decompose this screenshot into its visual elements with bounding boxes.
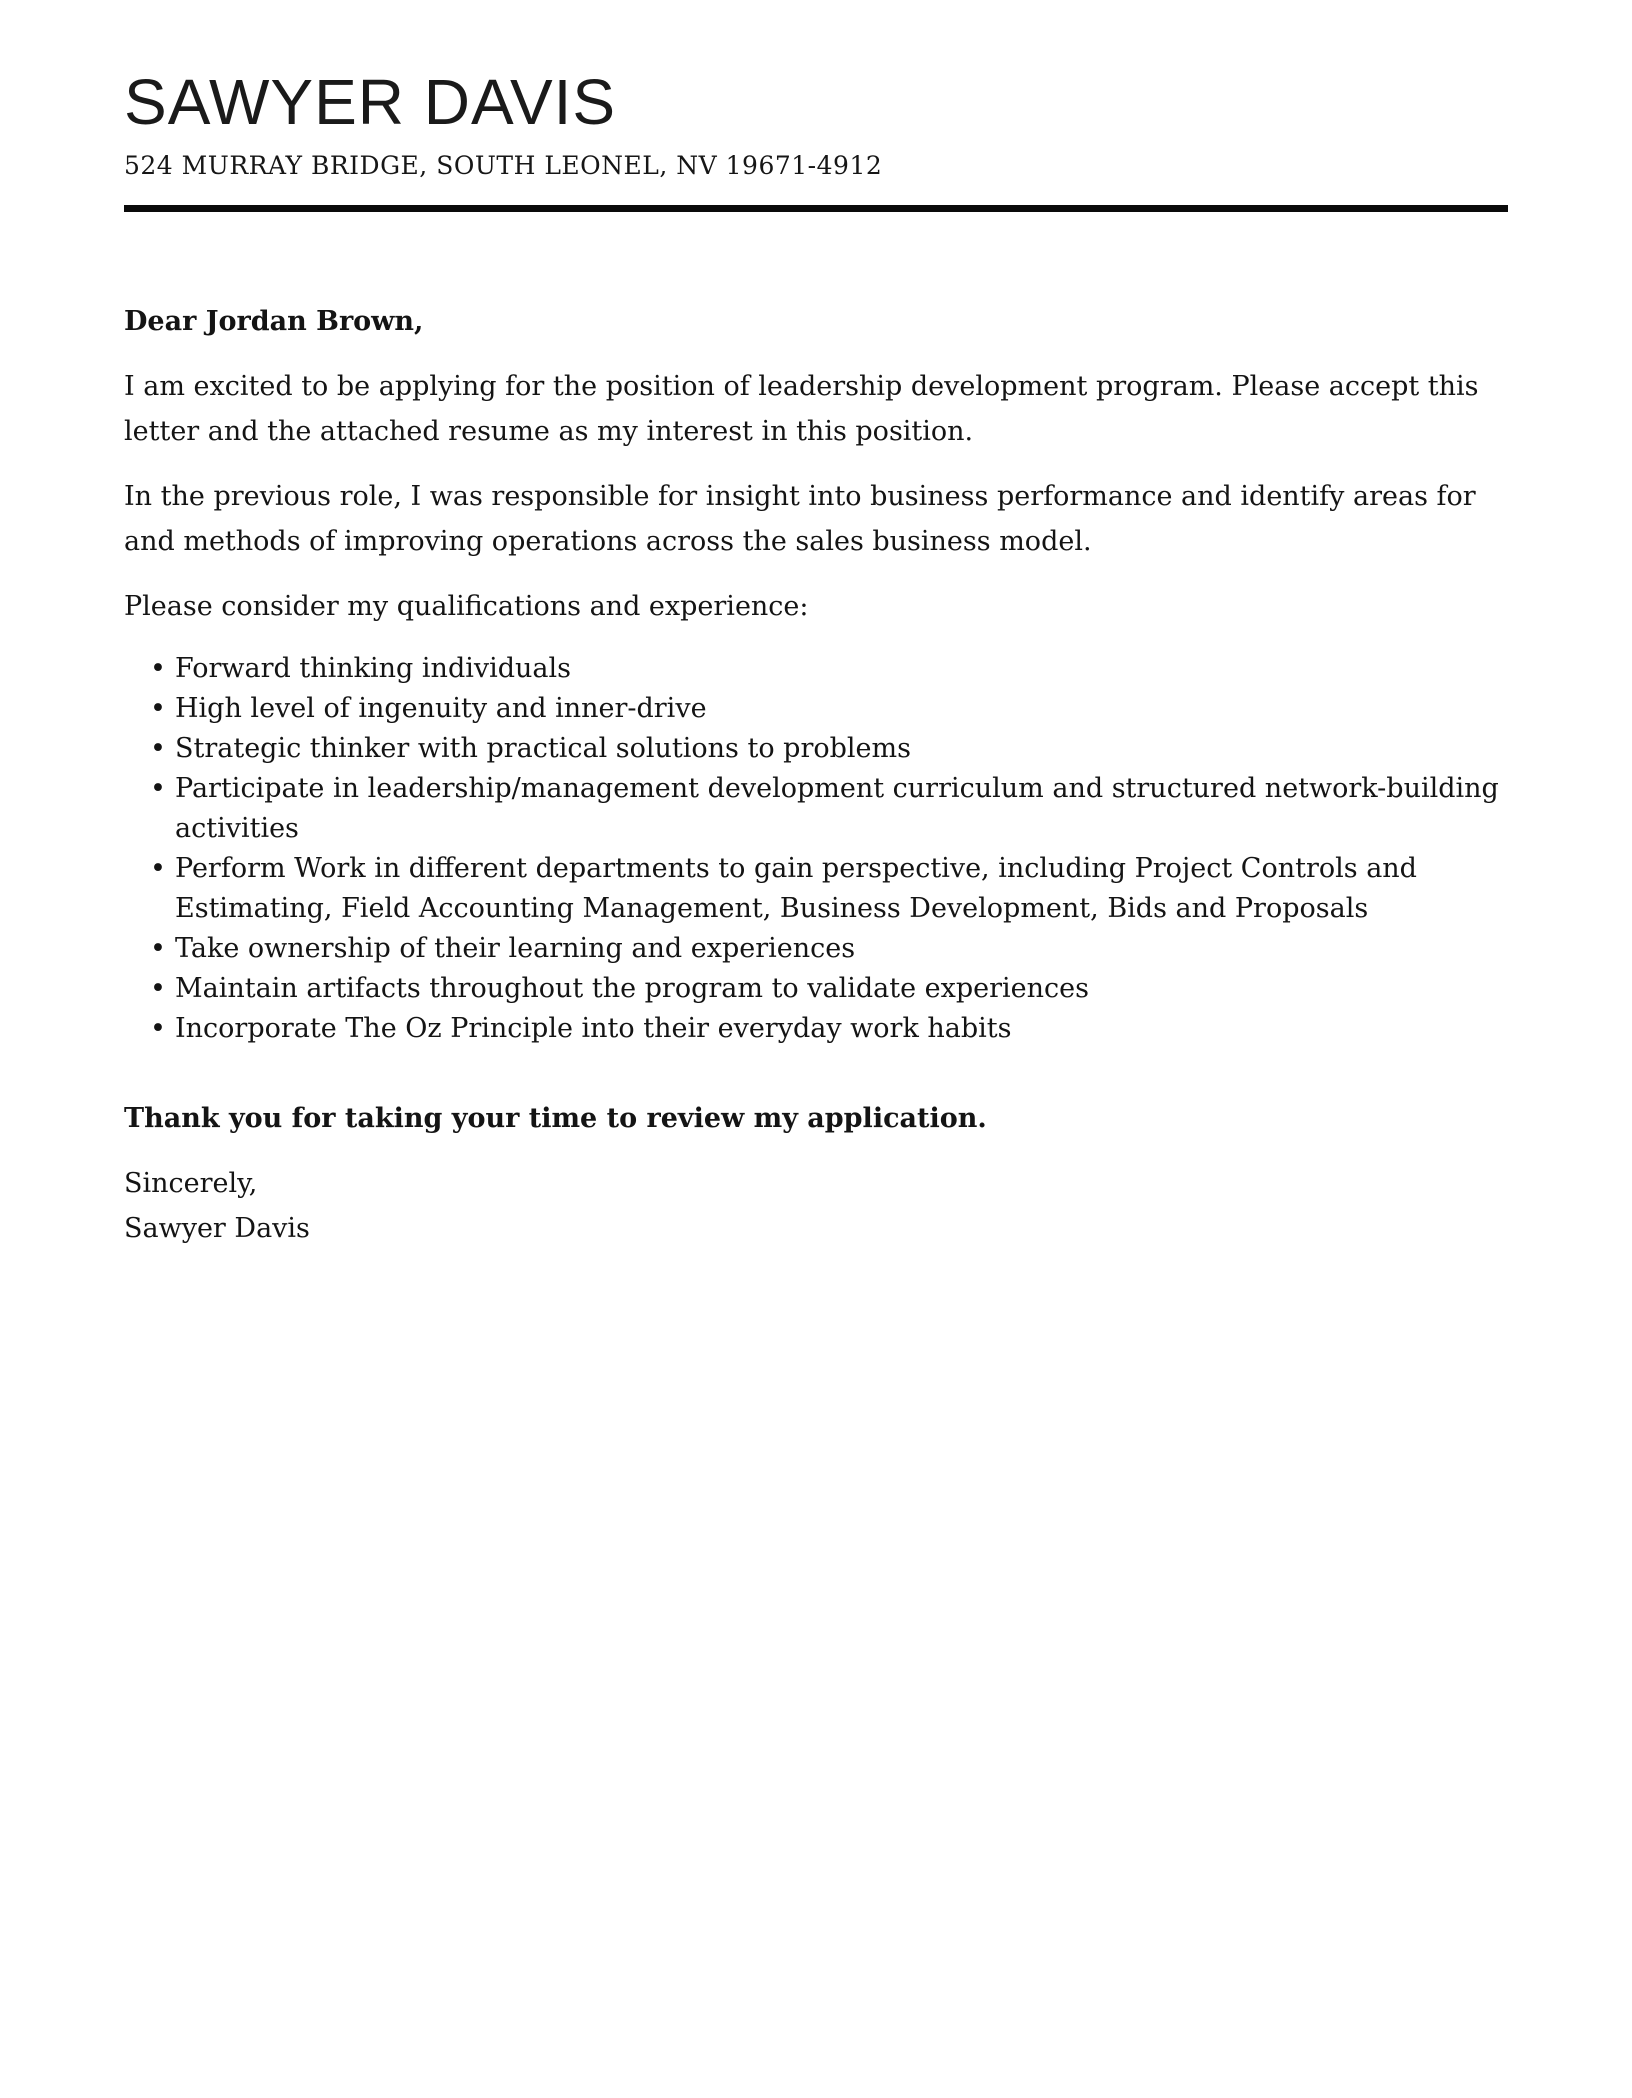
qualification-item: • Take ownership of their learning and experiences [175,929,1508,969]
qualification-item: • Incorporate The Oz Principle into their everyday work habits [175,1009,1508,1049]
paragraph: I am excited to be applying for the position of leadership development program. Please accept this letter and the attached resume as my interest in this position. [124,371,1479,447]
qualification-item: • High level of ingenuity and inner-drive [175,689,1508,729]
qualifications-list [124,649,1508,1049]
valediction: Sincerely, [124,1168,258,1199]
paragraph: Please consider my qualifications and experience: [124,591,809,622]
letter-body [124,299,1508,1251]
signature: Sawyer Davis [124,1213,310,1244]
header-divider [124,205,1508,212]
paragraph: In the previous role, I was responsible for insight into business performance and identify areas for and methods of improving operations across the sales business model. [124,481,1476,557]
qualification-item: • Strategic thinker with practical solutions to problems [175,729,1508,769]
qualification-item: • Maintain artifacts throughout the program to validate experiences [175,969,1508,1009]
qualification-item: • Perform Work in different departments to gain perspective, including Project Controls and Estimating, Field Accounting Management, Business Development, Bids and Proposals [175,849,1508,929]
sender-address: 524 MURRAY BRIDGE, SOUTH LEONEL, NV 19671-4912 [124,151,883,180]
closing-statement: Thank you for taking your time to review my application. [124,1103,987,1134]
page-title: SAWYER DAVIS [124,66,617,138]
qualification-item: • Forward thinking individuals [175,649,1508,689]
intro-paragraphs [124,364,1508,629]
qualification-item: • Participate in leadership/management development curriculum and structured network-building activities [175,769,1508,849]
signoff-block [124,1161,1508,1251]
letter-header [124,66,1508,212]
salutation: Dear Jordan Brown, [124,306,424,337]
